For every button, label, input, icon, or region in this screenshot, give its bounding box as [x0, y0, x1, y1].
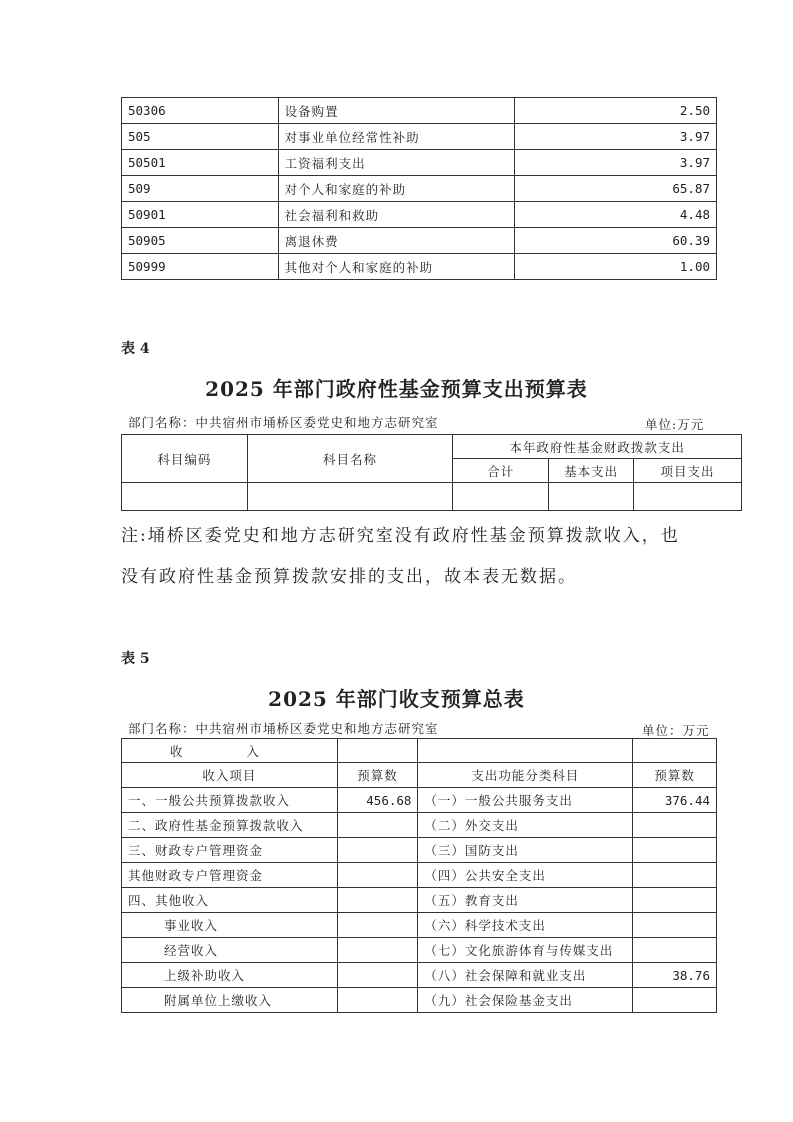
income-item: 其他财政专户管理资金: [122, 863, 338, 888]
table5-title: 2025 年部门收支预算总表: [268, 687, 525, 711]
subject-code: 50999: [122, 254, 279, 280]
income-item: 附属单位上缴收入: [122, 988, 338, 1013]
income-amount: [337, 813, 418, 838]
income-item: 四、其他收入: [122, 888, 338, 913]
expense-amount: [633, 988, 717, 1013]
income-amount: [337, 888, 418, 913]
table5-unit: 单位：万元: [642, 723, 710, 738]
income-amount: [337, 863, 418, 888]
col-header-code: 科目编码: [122, 435, 248, 483]
income-amount: [337, 913, 418, 938]
expense-item: （三）国防支出: [418, 838, 633, 863]
table5-tag: 表 5: [121, 651, 150, 667]
table-row-empty: [122, 483, 742, 511]
expense-item: （二）外交支出: [418, 813, 633, 838]
subject-name: 设备购置: [278, 98, 515, 124]
expense-amount: [633, 838, 717, 863]
table-row: [122, 988, 717, 1013]
col-header-total: 合计: [453, 459, 549, 483]
subject-name: 工资福利支出: [278, 150, 515, 176]
table-row: [122, 176, 717, 202]
income-item: 事业收入: [122, 913, 338, 938]
income-amount: [337, 838, 418, 863]
amount: 1.00: [515, 254, 717, 280]
table4-title: 2025 年部门政府性基金预算支出预算表: [205, 377, 588, 401]
expense-item: （一）一般公共服务支出: [418, 788, 633, 813]
table-row: [122, 888, 717, 913]
table3-tail: [121, 97, 717, 280]
expense-item: （八）社会保障和就业支出: [418, 963, 633, 988]
table4-note-line1: 注:埇桥区委党史和地方志研究室没有政府性基金预算拨款收入，也: [121, 526, 680, 546]
col-header-project: 项目支出: [634, 459, 742, 483]
amount: 3.97: [515, 124, 717, 150]
subject-name: 对事业单位经常性补助: [278, 124, 515, 150]
col-header-basic: 基本支出: [549, 459, 634, 483]
col-header-income-amount: 预算数: [337, 763, 418, 788]
income-amount: [337, 988, 418, 1013]
expense-amount: [633, 813, 717, 838]
income-item: 二、政府性基金预算拨款收入: [122, 813, 338, 838]
empty-cell: [418, 739, 633, 763]
empty-cell: [634, 483, 742, 511]
income-item: 上级补助收入: [122, 963, 338, 988]
amount: 2.50: [515, 98, 717, 124]
expense-item: （七）文化旅游体育与传媒支出: [418, 938, 633, 963]
table5-dept-name: 部门名称：中共宿州市埇桥区委党史和地方志研究室: [128, 721, 439, 736]
income-item: 三、财政专户管理资金: [122, 838, 338, 863]
col-header-expense-item: 支出功能分类科目: [418, 763, 633, 788]
expense-item: （五）教育支出: [418, 888, 633, 913]
income-amount: [337, 963, 418, 988]
col-header-group: 本年政府性基金财政拨款支出: [453, 435, 742, 459]
expense-amount: [633, 888, 717, 913]
subject-code: 505: [122, 124, 279, 150]
col-header-name: 科目名称: [247, 435, 453, 483]
table4-dept-name: 部门名称：中共宿州市埇桥区委党史和地方志研究室: [128, 415, 439, 430]
expense-amount: [633, 863, 717, 888]
table-row: [122, 813, 717, 838]
header-income: 收 入: [122, 739, 338, 763]
table-row: [122, 788, 717, 813]
subject-name: 社会福利和救助: [278, 202, 515, 228]
amount: 60.39: [515, 228, 717, 254]
subject-code: 50901: [122, 202, 279, 228]
income-item: 一、一般公共预算拨款收入: [122, 788, 338, 813]
table-row: [122, 228, 717, 254]
table-row: [122, 150, 717, 176]
table-row: [122, 963, 717, 988]
table-row: [122, 202, 717, 228]
table4: [121, 434, 742, 511]
empty-cell: [337, 739, 418, 763]
subject-code: 50905: [122, 228, 279, 254]
table-row: [122, 938, 717, 963]
subject-code: 509: [122, 176, 279, 202]
amount: 3.97: [515, 150, 717, 176]
subject-name: 对个人和家庭的补助: [278, 176, 515, 202]
expense-amount: [633, 913, 717, 938]
col-header-expense-amount: 预算数: [633, 763, 717, 788]
empty-cell: [247, 483, 453, 511]
amount: 4.48: [515, 202, 717, 228]
col-header-income-item: 收入项目: [122, 763, 338, 788]
table5: [121, 738, 717, 1013]
table-row: [122, 913, 717, 938]
income-item: 经营收入: [122, 938, 338, 963]
table-row: [122, 124, 717, 150]
expense-item: （六）科学技术支出: [418, 913, 633, 938]
expense-amount: 376.44: [633, 788, 717, 813]
expense-item: （九）社会保险基金支出: [418, 988, 633, 1013]
subject-name: 离退休费: [278, 228, 515, 254]
income-amount: 456.68: [337, 788, 418, 813]
table-row: [122, 863, 717, 888]
empty-cell: [122, 483, 248, 511]
table-row: [122, 98, 717, 124]
table-row: [122, 838, 717, 863]
empty-cell: [549, 483, 634, 511]
table4-note-line2: 没有政府性基金预算拨款安排的支出，故本表无数据。: [121, 567, 577, 587]
empty-cell: [633, 739, 717, 763]
empty-cell: [453, 483, 549, 511]
table4-tag: 表 4: [121, 341, 150, 357]
expense-amount: 38.76: [633, 963, 717, 988]
subject-code: 50501: [122, 150, 279, 176]
income-amount: [337, 938, 418, 963]
amount: 65.87: [515, 176, 717, 202]
expense-amount: [633, 938, 717, 963]
subject-code: 50306: [122, 98, 279, 124]
table4-unit: 单位:万元: [645, 417, 705, 432]
table-row: [122, 254, 717, 280]
subject-name: 其他对个人和家庭的补助: [278, 254, 515, 280]
expense-item: （四）公共安全支出: [418, 863, 633, 888]
